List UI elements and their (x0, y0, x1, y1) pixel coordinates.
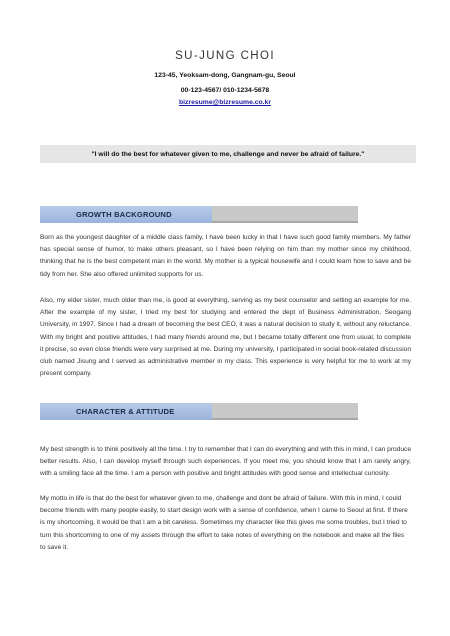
address: 123-45, Yeoksam-dong, Gangnam-gu, Seoul (154, 72, 296, 79)
section-header-growth (40, 206, 358, 223)
section-header-bar (212, 206, 358, 223)
section-header-bar (212, 403, 358, 420)
candidate-name: SU-JUNG CHOI (175, 50, 275, 62)
phone-numbers: 00-123-4567/ 010-1234-5678 (180, 87, 270, 94)
motto-quote: "I will do the best for whatever given to me, challenge and never be afraid of failure." (91, 150, 365, 158)
character-paragraph-2: My motto in life is that do the best for whatever given to me, challenge and dont be afraid of failure. With this in mind, I could become friends with many people easily, to start design work with a sense of confidence, when I came to Seoul at first. If there is my shortcoming, it would be that I am a bit careless. Sometimes my character like this gives me some troubles, but I tried to turn this shortcoming to one of my assets through the effort to take notes of everything on the notebook and make all the files to save it. (40, 495, 408, 551)
section-title-character: CHARACTER & ATTITUDE (40, 403, 212, 420)
character-paragraph-1: My best strength is to think positively all the time. I try to remember that I can do everything and with this in mind, I can produce better results. Also, I can develop myself through such experiences. If you meet me, you should know that I am rarely angry, with a smiling face all the time. I am a person with positive and bright attitudes with good sense and intellectual curiosity. (40, 446, 411, 478)
growth-paragraph-1: Born as the youngest daughter of a middle class family, I have been lucky in that I have such good family members. My father has special sense of humor, to make others pleasant, so I have been relying on him than my mother since my childhood, thinking that he is the best competent man in the world. My mother is a typical housewife and I could learn how to save and be tidy from her. She also offered unlimited supports for us. (40, 234, 411, 278)
section-title-growth: GROWTH BACKGROUND (40, 206, 212, 223)
motto-quote-box (40, 145, 416, 163)
section-header-character (40, 403, 358, 420)
growth-paragraph-2: Also, my elder sister, much older than me, is good at everything, serving as my best counselor and setting an example for me. After the example of my sister, I tried my best for studying and entered the dept of Business Administration, Seogang University, in 1997. Since I had a dream of becoming the best CEO, it was a natural decision to study it, without any reluctance. With my bright and positive attitudes, I had many friends around me, but I became totally different one from usual, to complete it precise, so even close friends were very surprised at me. During my university, I participated in social book-related discussion club named Jisung and I served as administrative member in my class. This experience is very helpful for me to work at my present company. (40, 297, 411, 378)
email-link[interactable]: bizresume@bizresume.co.kr (178, 99, 271, 106)
